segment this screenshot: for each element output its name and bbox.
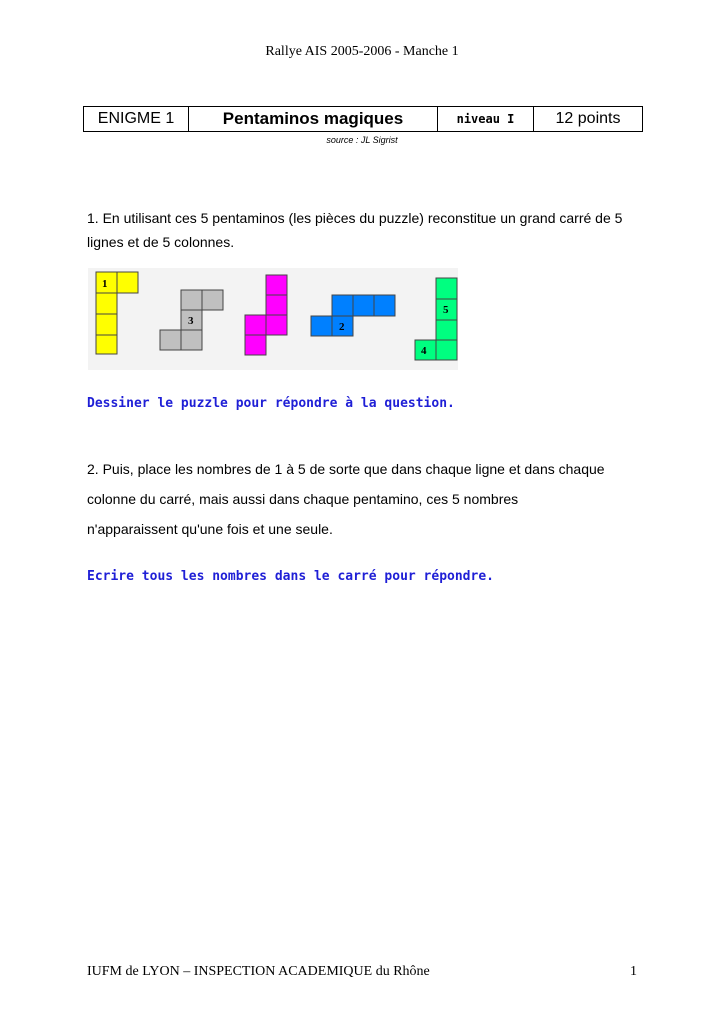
level-label: niveau I — [438, 107, 534, 132]
question-1: 1. En utilisant ces 5 pentaminos (les pièces du puzzle) reconstitue un grand carré de 5 lignes et de 5 colonnes. — [87, 210, 623, 250]
title-table — [83, 106, 643, 132]
instruction-draw: Dessiner le puzzle pour répondre à la question. — [87, 396, 455, 411]
enigme-number: ENIGME 1 — [84, 107, 189, 132]
piece-label-5: 5 — [443, 304, 449, 316]
footer-page-number: 1 — [630, 964, 637, 979]
pentomino-pieces-svg — [88, 268, 458, 370]
pentomino-blue — [311, 295, 395, 336]
question-2-line-2: colonne du carré, mais aussi dans chaque pentamino, ces 5 nombres — [87, 491, 519, 507]
piece-label-3: 3 — [188, 315, 194, 327]
piece-label-4: 4 — [421, 345, 427, 357]
piece-label-2: 2 — [339, 321, 345, 333]
pentomino-magenta — [245, 275, 287, 355]
question-2 — [87, 454, 647, 544]
points-label: 12 points — [534, 107, 643, 132]
source-credit: source : JL Sigrist — [326, 135, 398, 145]
question-2-line-1: 2. Puis, place les nombres de 1 à 5 de sorte que dans chaque ligne et dans chaque — [87, 461, 605, 477]
pentomino-pieces-figure — [88, 268, 458, 370]
footer-institution: IUFM de LYON – INSPECTION ACADEMIQUE du Rhône — [87, 964, 430, 979]
instruction-write: Ecrire tous les nombres dans le carré pour répondre. — [87, 569, 494, 584]
piece-label-1: 1 — [102, 278, 108, 290]
page-header: Rallye AIS 2005-2006 - Manche 1 — [265, 44, 459, 59]
question-2-line-3: n'apparaissent qu'une fois et une seule. — [87, 521, 333, 537]
puzzle-title: Pentaminos magiques — [189, 107, 438, 132]
